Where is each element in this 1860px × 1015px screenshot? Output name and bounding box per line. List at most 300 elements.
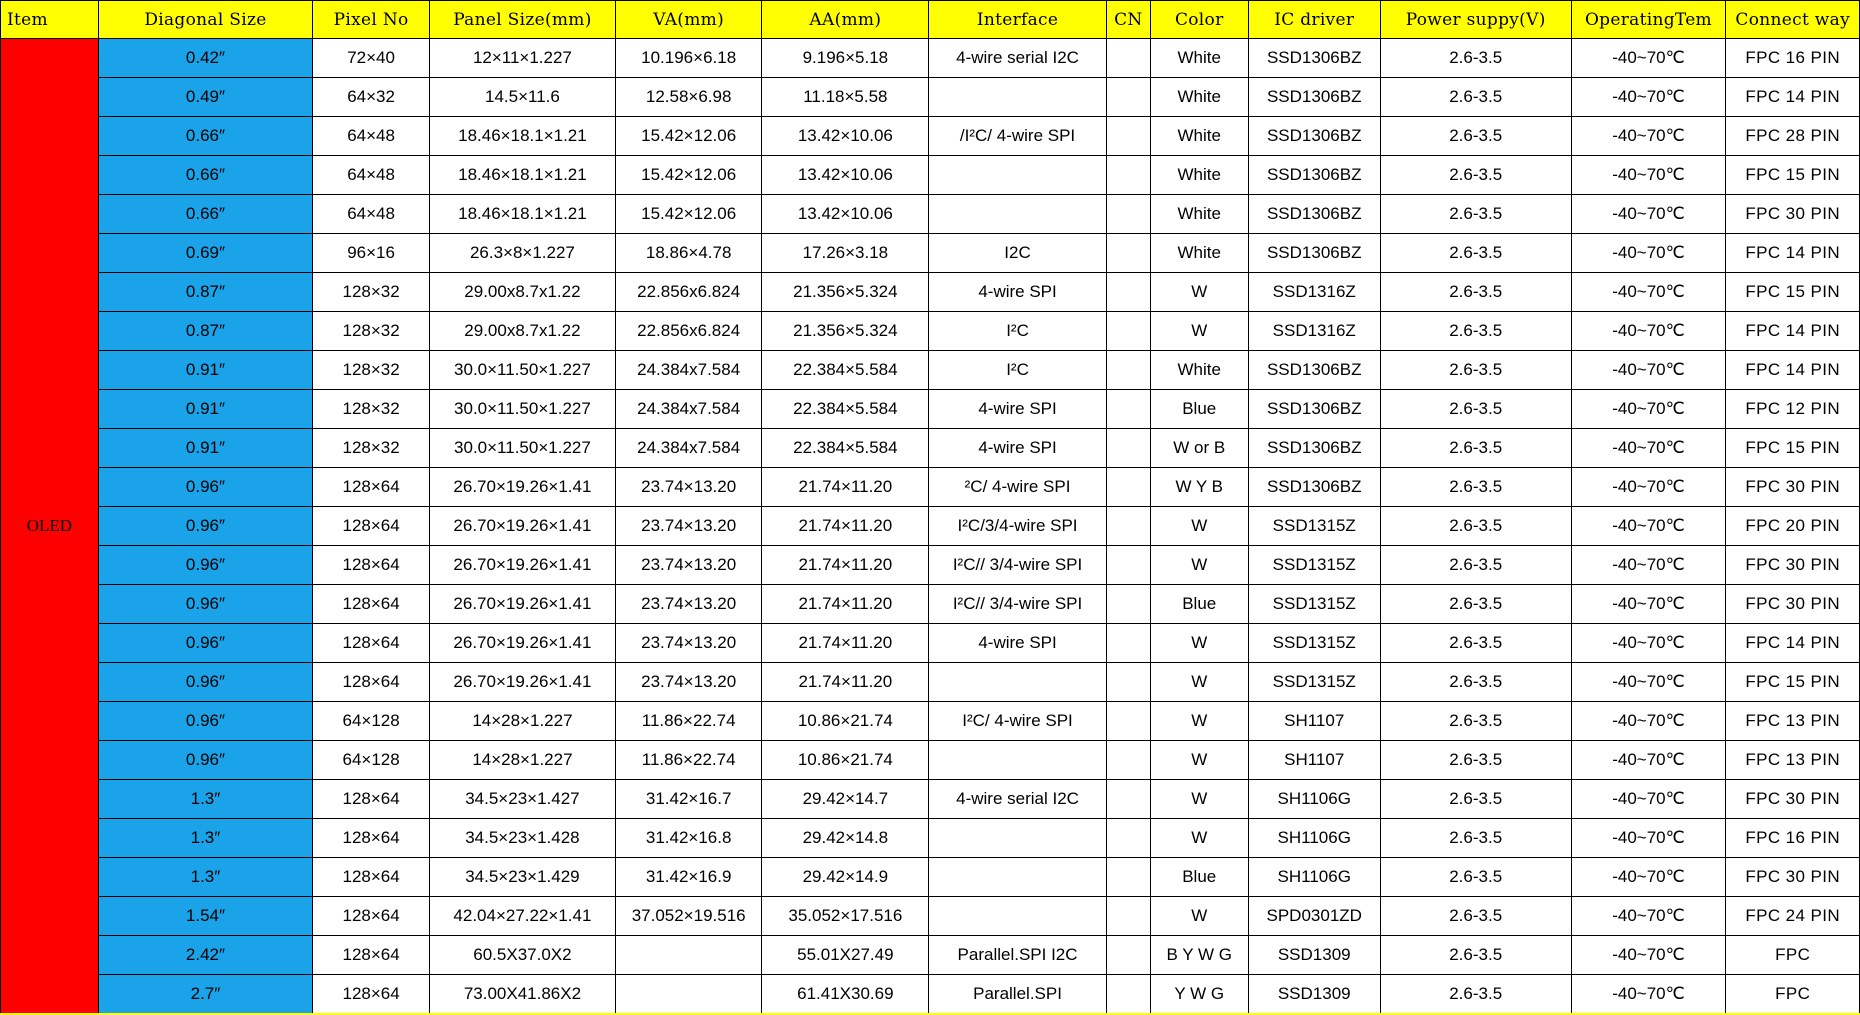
aa-cell: 21.74×11.20: [762, 585, 929, 624]
operating-temp-cell: -40~70℃: [1571, 468, 1726, 507]
ic-driver-cell: SSD1306BZ: [1248, 390, 1380, 429]
cn-cell: [1106, 234, 1150, 273]
pixel-no-cell: 128×32: [313, 312, 430, 351]
table-row: [1, 234, 1860, 273]
color-cell: B Y W G: [1150, 936, 1248, 975]
ic-driver-cell: SSD1315Z: [1248, 546, 1380, 585]
diagonal-size-cell: 1.3″: [98, 780, 313, 819]
cn-cell: [1106, 702, 1150, 741]
va-cell: 15.42×12.06: [615, 117, 762, 156]
header-va: VA(mm): [615, 1, 762, 39]
panel-size-cell: 26.70×19.26×1.41: [429, 624, 615, 663]
va-cell: 23.74×13.20: [615, 468, 762, 507]
pixel-no-cell: 128×64: [313, 468, 430, 507]
va-cell: 23.74×13.20: [615, 546, 762, 585]
item-category-cell: OLED: [1, 39, 99, 1014]
pixel-no-cell: 64×128: [313, 741, 430, 780]
va-cell: 11.86×22.74: [615, 741, 762, 780]
cn-cell: [1106, 429, 1150, 468]
aa-cell: 29.42×14.7: [762, 780, 929, 819]
aa-cell: 61.41X30.69: [762, 975, 929, 1014]
interface-cell: I2C: [929, 234, 1107, 273]
va-cell: [615, 936, 762, 975]
interface-cell: 4-wire SPI: [929, 624, 1107, 663]
interface-cell: I²C/3/4-wire SPI: [929, 507, 1107, 546]
cn-cell: [1106, 585, 1150, 624]
table-row: [1, 546, 1860, 585]
diagonal-size-cell: 0.96″: [98, 585, 313, 624]
color-cell: W: [1150, 273, 1248, 312]
panel-size-cell: 26.70×19.26×1.41: [429, 663, 615, 702]
cn-cell: [1106, 819, 1150, 858]
diagonal-size-cell: 0.69″: [98, 234, 313, 273]
interface-cell: [929, 819, 1107, 858]
connect-way-cell: FPC 16 PIN: [1726, 819, 1860, 858]
power-supply-cell: 2.6-3.5: [1380, 624, 1571, 663]
table-row: [1, 117, 1860, 156]
ic-driver-cell: SSD1316Z: [1248, 312, 1380, 351]
panel-size-cell: 34.5×23×1.429: [429, 858, 615, 897]
interface-cell: 4-wire SPI: [929, 429, 1107, 468]
connect-way-cell: FPC 30 PIN: [1726, 585, 1860, 624]
aa-cell: 35.052×17.516: [762, 897, 929, 936]
panel-size-cell: 14.5×11.6: [429, 78, 615, 117]
header-pixel-no: Pixel No: [313, 1, 430, 39]
operating-temp-cell: -40~70℃: [1571, 585, 1726, 624]
pixel-no-cell: 64×48: [313, 117, 430, 156]
interface-cell: 4-wire serial I2C: [929, 39, 1107, 78]
color-cell: White: [1150, 234, 1248, 273]
interface-cell: 4-wire SPI: [929, 273, 1107, 312]
header-power-supply: Power suppy(V): [1380, 1, 1571, 39]
power-supply-cell: 2.6-3.5: [1380, 195, 1571, 234]
interface-cell: [929, 195, 1107, 234]
panel-size-cell: 14×28×1.227: [429, 741, 615, 780]
connect-way-cell: FPC 13 PIN: [1726, 741, 1860, 780]
color-cell: Y W G: [1150, 975, 1248, 1014]
table-row: [1, 507, 1860, 546]
diagonal-size-cell: 0.96″: [98, 663, 313, 702]
diagonal-size-cell: 1.3″: [98, 858, 313, 897]
ic-driver-cell: SSD1316Z: [1248, 273, 1380, 312]
power-supply-cell: 2.6-3.5: [1380, 156, 1571, 195]
interface-cell: [929, 78, 1107, 117]
panel-size-cell: 26.70×19.26×1.41: [429, 585, 615, 624]
interface-cell: /I²C/ 4-wire SPI: [929, 117, 1107, 156]
power-supply-cell: 2.6-3.5: [1380, 273, 1571, 312]
va-cell: 24.384x7.584: [615, 429, 762, 468]
pixel-no-cell: 64×32: [313, 78, 430, 117]
pixel-no-cell: 128×64: [313, 819, 430, 858]
power-supply-cell: 2.6-3.5: [1380, 468, 1571, 507]
diagonal-size-cell: 0.87″: [98, 312, 313, 351]
color-cell: White: [1150, 117, 1248, 156]
aa-cell: 10.86×21.74: [762, 741, 929, 780]
color-cell: White: [1150, 351, 1248, 390]
operating-temp-cell: -40~70℃: [1571, 975, 1726, 1014]
connect-way-cell: FPC 14 PIN: [1726, 312, 1860, 351]
pixel-no-cell: 128×32: [313, 429, 430, 468]
interface-cell: Parallel.SPI: [929, 975, 1107, 1014]
table-row: [1, 585, 1860, 624]
header-cn: CN: [1106, 1, 1150, 39]
connect-way-cell: FPC 30 PIN: [1726, 546, 1860, 585]
ic-driver-cell: SSD1315Z: [1248, 624, 1380, 663]
operating-temp-cell: -40~70℃: [1571, 195, 1726, 234]
diagonal-size-cell: 0.91″: [98, 429, 313, 468]
interface-cell: I²C/ 4-wire SPI: [929, 702, 1107, 741]
table-body: [1, 39, 1860, 1014]
table-row: [1, 195, 1860, 234]
pixel-no-cell: 128×32: [313, 273, 430, 312]
va-cell: 24.384x7.584: [615, 390, 762, 429]
aa-cell: 21.74×11.20: [762, 468, 929, 507]
connect-way-cell: FPC 30 PIN: [1726, 468, 1860, 507]
ic-driver-cell: SSD1306BZ: [1248, 117, 1380, 156]
panel-size-cell: 73.00X41.86X2: [429, 975, 615, 1014]
va-cell: 31.42×16.8: [615, 819, 762, 858]
header-connect-way: Connect way: [1726, 1, 1860, 39]
color-cell: Blue: [1150, 390, 1248, 429]
ic-driver-cell: SH1107: [1248, 741, 1380, 780]
va-cell: 22.856x6.824: [615, 273, 762, 312]
ic-driver-cell: SSD1306BZ: [1248, 351, 1380, 390]
table-row: [1, 312, 1860, 351]
operating-temp-cell: -40~70℃: [1571, 78, 1726, 117]
table-row: [1, 156, 1860, 195]
operating-temp-cell: -40~70℃: [1571, 351, 1726, 390]
ic-driver-cell: SSD1306BZ: [1248, 429, 1380, 468]
pixel-no-cell: 128×64: [313, 546, 430, 585]
cn-cell: [1106, 897, 1150, 936]
table-row: [1, 897, 1860, 936]
cn-cell: [1106, 624, 1150, 663]
va-cell: 23.74×13.20: [615, 663, 762, 702]
power-supply-cell: 2.6-3.5: [1380, 585, 1571, 624]
va-cell: 23.74×13.20: [615, 585, 762, 624]
pixel-no-cell: 96×16: [313, 234, 430, 273]
power-supply-cell: 2.6-3.5: [1380, 234, 1571, 273]
table-row: [1, 273, 1860, 312]
aa-cell: 17.26×3.18: [762, 234, 929, 273]
power-supply-cell: 2.6-3.5: [1380, 117, 1571, 156]
cn-cell: [1106, 663, 1150, 702]
ic-driver-cell: SSD1306BZ: [1248, 468, 1380, 507]
cn-cell: [1106, 117, 1150, 156]
ic-driver-cell: SSD1306BZ: [1248, 195, 1380, 234]
aa-cell: 29.42×14.8: [762, 819, 929, 858]
panel-size-cell: 26.3×8×1.227: [429, 234, 615, 273]
operating-temp-cell: -40~70℃: [1571, 624, 1726, 663]
cn-cell: [1106, 468, 1150, 507]
diagonal-size-cell: 0.96″: [98, 546, 313, 585]
ic-driver-cell: SSD1315Z: [1248, 663, 1380, 702]
cn-cell: [1106, 312, 1150, 351]
connect-way-cell: FPC 15 PIN: [1726, 429, 1860, 468]
panel-size-cell: 34.5×23×1.427: [429, 780, 615, 819]
panel-size-cell: 60.5X37.0X2: [429, 936, 615, 975]
cn-cell: [1106, 39, 1150, 78]
color-cell: White: [1150, 195, 1248, 234]
operating-temp-cell: -40~70℃: [1571, 897, 1726, 936]
operating-temp-cell: -40~70℃: [1571, 39, 1726, 78]
pixel-no-cell: 72×40: [313, 39, 430, 78]
table-row: [1, 780, 1860, 819]
aa-cell: 22.384×5.584: [762, 351, 929, 390]
ic-driver-cell: SSD1306BZ: [1248, 78, 1380, 117]
color-cell: W: [1150, 312, 1248, 351]
diagonal-size-cell: 0.91″: [98, 390, 313, 429]
va-cell: 37.052×19.516: [615, 897, 762, 936]
connect-way-cell: FPC 14 PIN: [1726, 78, 1860, 117]
power-supply-cell: 2.6-3.5: [1380, 429, 1571, 468]
va-cell: 10.196×6.18: [615, 39, 762, 78]
connect-way-cell: FPC: [1726, 975, 1860, 1014]
connect-way-cell: FPC 13 PIN: [1726, 702, 1860, 741]
va-cell: 23.74×13.20: [615, 507, 762, 546]
table-row: [1, 39, 1860, 78]
ic-driver-cell: SPD0301ZD: [1248, 897, 1380, 936]
connect-way-cell: FPC 15 PIN: [1726, 156, 1860, 195]
diagonal-size-cell: 0.49″: [98, 78, 313, 117]
ic-driver-cell: SSD1306BZ: [1248, 156, 1380, 195]
power-supply-cell: 2.6-3.5: [1380, 78, 1571, 117]
ic-driver-cell: SH1106G: [1248, 819, 1380, 858]
pixel-no-cell: 128×64: [313, 507, 430, 546]
diagonal-size-cell: 1.54″: [98, 897, 313, 936]
aa-cell: 21.74×11.20: [762, 663, 929, 702]
header-interface: Interface: [929, 1, 1107, 39]
aa-cell: 13.42×10.06: [762, 195, 929, 234]
cn-cell: [1106, 273, 1150, 312]
operating-temp-cell: -40~70℃: [1571, 780, 1726, 819]
panel-size-cell: 18.46×18.1×1.21: [429, 195, 615, 234]
pixel-no-cell: 128×32: [313, 390, 430, 429]
aa-cell: 29.42×14.9: [762, 858, 929, 897]
interface-cell: [929, 858, 1107, 897]
pixel-no-cell: 64×48: [313, 156, 430, 195]
power-supply-cell: 2.6-3.5: [1380, 351, 1571, 390]
pixel-no-cell: 128×64: [313, 858, 430, 897]
color-cell: W: [1150, 546, 1248, 585]
va-cell: 12.58×6.98: [615, 78, 762, 117]
operating-temp-cell: -40~70℃: [1571, 429, 1726, 468]
diagonal-size-cell: 0.96″: [98, 468, 313, 507]
operating-temp-cell: -40~70℃: [1571, 819, 1726, 858]
ic-driver-cell: SH1106G: [1248, 858, 1380, 897]
aa-cell: 21.356×5.324: [762, 312, 929, 351]
color-cell: W Y B: [1150, 468, 1248, 507]
pixel-no-cell: 128×64: [313, 780, 430, 819]
cn-cell: [1106, 858, 1150, 897]
connect-way-cell: FPC: [1726, 936, 1860, 975]
aa-cell: 22.384×5.584: [762, 429, 929, 468]
connect-way-cell: FPC 30 PIN: [1726, 195, 1860, 234]
pixel-no-cell: 128×64: [313, 585, 430, 624]
diagonal-size-cell: 1.3″: [98, 819, 313, 858]
connect-way-cell: FPC 15 PIN: [1726, 273, 1860, 312]
va-cell: 15.42×12.06: [615, 156, 762, 195]
table-row: [1, 702, 1860, 741]
power-supply-cell: 2.6-3.5: [1380, 780, 1571, 819]
panel-size-cell: 30.0×11.50×1.227: [429, 351, 615, 390]
diagonal-size-cell: 0.96″: [98, 624, 313, 663]
table-row: [1, 429, 1860, 468]
diagonal-size-cell: 0.91″: [98, 351, 313, 390]
connect-way-cell: FPC 14 PIN: [1726, 624, 1860, 663]
header-panel-size: Panel Size(mm): [429, 1, 615, 39]
panel-size-cell: 30.0×11.50×1.227: [429, 390, 615, 429]
aa-cell: 9.196×5.18: [762, 39, 929, 78]
color-cell: White: [1150, 78, 1248, 117]
color-cell: W: [1150, 702, 1248, 741]
connect-way-cell: FPC 15 PIN: [1726, 663, 1860, 702]
color-cell: W: [1150, 624, 1248, 663]
table-row: [1, 936, 1860, 975]
interface-cell: 4-wire SPI: [929, 390, 1107, 429]
power-supply-cell: 2.6-3.5: [1380, 897, 1571, 936]
color-cell: White: [1150, 156, 1248, 195]
diagonal-size-cell: 0.42″: [98, 39, 313, 78]
table-row: [1, 468, 1860, 507]
ic-driver-cell: SSD1306BZ: [1248, 39, 1380, 78]
panel-size-cell: 29.00x8.7x1.22: [429, 273, 615, 312]
pixel-no-cell: 128×64: [313, 624, 430, 663]
interface-cell: [929, 897, 1107, 936]
ic-driver-cell: SH1107: [1248, 702, 1380, 741]
panel-size-cell: 18.46×18.1×1.21: [429, 156, 615, 195]
cn-cell: [1106, 741, 1150, 780]
operating-temp-cell: -40~70℃: [1571, 234, 1726, 273]
header-aa: AA(mm): [762, 1, 929, 39]
table-row: [1, 819, 1860, 858]
operating-temp-cell: -40~70℃: [1571, 936, 1726, 975]
diagonal-size-cell: 0.96″: [98, 507, 313, 546]
pixel-no-cell: 128×64: [313, 936, 430, 975]
header-color: Color: [1150, 1, 1248, 39]
table-row: [1, 390, 1860, 429]
panel-size-cell: 26.70×19.26×1.41: [429, 468, 615, 507]
aa-cell: 21.74×11.20: [762, 546, 929, 585]
va-cell: 11.86×22.74: [615, 702, 762, 741]
operating-temp-cell: -40~70℃: [1571, 507, 1726, 546]
operating-temp-cell: -40~70℃: [1571, 117, 1726, 156]
va-cell: 24.384x7.584: [615, 351, 762, 390]
ic-driver-cell: SSD1315Z: [1248, 585, 1380, 624]
power-supply-cell: 2.6-3.5: [1380, 819, 1571, 858]
aa-cell: 11.18×5.58: [762, 78, 929, 117]
operating-temp-cell: -40~70℃: [1571, 546, 1726, 585]
cn-cell: [1106, 546, 1150, 585]
power-supply-cell: 2.6-3.5: [1380, 975, 1571, 1014]
operating-temp-cell: -40~70℃: [1571, 312, 1726, 351]
pixel-no-cell: 128×64: [313, 975, 430, 1014]
ic-driver-cell: SSD1315Z: [1248, 507, 1380, 546]
interface-cell: 4-wire serial I2C: [929, 780, 1107, 819]
diagonal-size-cell: 2.7″: [98, 975, 313, 1014]
panel-size-cell: 18.46×18.1×1.21: [429, 117, 615, 156]
aa-cell: 13.42×10.06: [762, 156, 929, 195]
power-supply-cell: 2.6-3.5: [1380, 702, 1571, 741]
va-cell: 18.86×4.78: [615, 234, 762, 273]
interface-cell: I²C// 3/4-wire SPI: [929, 585, 1107, 624]
cn-cell: [1106, 975, 1150, 1014]
pixel-no-cell: 64×48: [313, 195, 430, 234]
color-cell: Blue: [1150, 858, 1248, 897]
operating-temp-cell: -40~70℃: [1571, 156, 1726, 195]
diagonal-size-cell: 0.66″: [98, 195, 313, 234]
cn-cell: [1106, 78, 1150, 117]
va-cell: 31.42×16.9: [615, 858, 762, 897]
table-header: [1, 1, 1860, 39]
connect-way-cell: FPC 28 PIN: [1726, 117, 1860, 156]
cn-cell: [1106, 507, 1150, 546]
panel-size-cell: 30.0×11.50×1.227: [429, 429, 615, 468]
diagonal-size-cell: 2.42″: [98, 936, 313, 975]
aa-cell: 10.86×21.74: [762, 702, 929, 741]
diagonal-size-cell: 0.66″: [98, 117, 313, 156]
power-supply-cell: 2.6-3.5: [1380, 312, 1571, 351]
color-cell: White: [1150, 39, 1248, 78]
power-supply-cell: 2.6-3.5: [1380, 741, 1571, 780]
table-row: [1, 741, 1860, 780]
ic-driver-cell: SH1106G: [1248, 780, 1380, 819]
table-row: [1, 351, 1860, 390]
interface-cell: ²C/ 4-wire SPI: [929, 468, 1107, 507]
operating-temp-cell: -40~70℃: [1571, 741, 1726, 780]
interface-cell: I²C: [929, 351, 1107, 390]
panel-size-cell: 26.70×19.26×1.41: [429, 507, 615, 546]
diagonal-size-cell: 0.87″: [98, 273, 313, 312]
aa-cell: 21.74×11.20: [762, 507, 929, 546]
cn-cell: [1106, 351, 1150, 390]
header-item: Item: [1, 1, 99, 39]
header-row: [1, 1, 1860, 39]
interface-cell: I²C// 3/4-wire SPI: [929, 546, 1107, 585]
pixel-no-cell: 128×64: [313, 663, 430, 702]
color-cell: W: [1150, 507, 1248, 546]
interface-cell: I²C: [929, 312, 1107, 351]
color-cell: W: [1150, 819, 1248, 858]
connect-way-cell: FPC 14 PIN: [1726, 351, 1860, 390]
panel-size-cell: 26.70×19.26×1.41: [429, 546, 615, 585]
va-cell: 15.42×12.06: [615, 195, 762, 234]
pixel-no-cell: 64×128: [313, 702, 430, 741]
ic-driver-cell: SSD1309: [1248, 936, 1380, 975]
color-cell: Blue: [1150, 585, 1248, 624]
va-cell: [615, 975, 762, 1014]
table-row: [1, 78, 1860, 117]
color-cell: W: [1150, 897, 1248, 936]
connect-way-cell: FPC 14 PIN: [1726, 234, 1860, 273]
power-supply-cell: 2.6-3.5: [1380, 507, 1571, 546]
cn-cell: [1106, 390, 1150, 429]
power-supply-cell: 2.6-3.5: [1380, 663, 1571, 702]
color-cell: W: [1150, 741, 1248, 780]
panel-size-cell: 42.04×27.22×1.41: [429, 897, 615, 936]
cn-cell: [1106, 780, 1150, 819]
aa-cell: 22.384×5.584: [762, 390, 929, 429]
operating-temp-cell: -40~70℃: [1571, 858, 1726, 897]
diagonal-size-cell: 0.96″: [98, 702, 313, 741]
operating-temp-cell: -40~70℃: [1571, 663, 1726, 702]
power-supply-cell: 2.6-3.5: [1380, 39, 1571, 78]
connect-way-cell: FPC 30 PIN: [1726, 780, 1860, 819]
connect-way-cell: FPC 20 PIN: [1726, 507, 1860, 546]
table-row: [1, 663, 1860, 702]
interface-cell: Parallel.SPI I2C: [929, 936, 1107, 975]
panel-size-cell: 29.00x8.7x1.22: [429, 312, 615, 351]
